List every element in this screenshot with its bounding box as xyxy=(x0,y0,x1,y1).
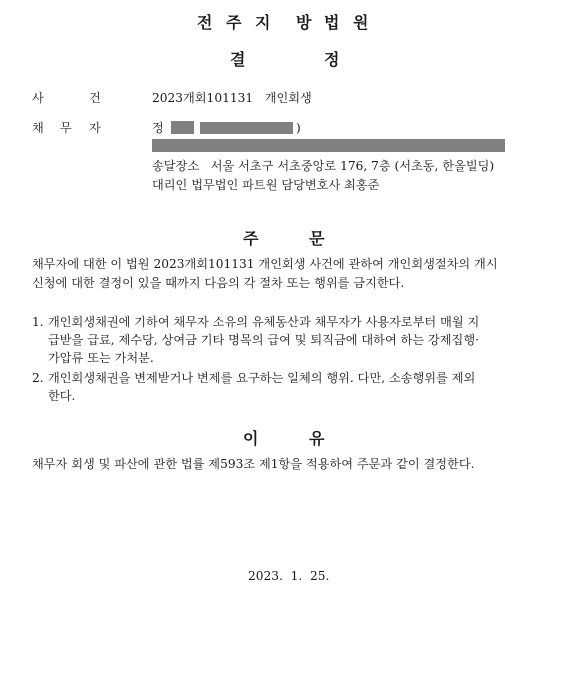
item-line: 개인회생채권을 변제받거나 변제를 요구하는 일체의 행위. 다만, 소송행위를 제외 xyxy=(48,371,476,385)
redaction-block xyxy=(200,122,293,134)
title-char: 정 xyxy=(324,50,340,69)
order-line: 신청에 대한 결정이 있을 때까지 다음의 각 절차 또는 행위를 금지한다. xyxy=(32,276,405,290)
decision-date: 2023. 1. 25. xyxy=(248,569,330,583)
order-line: 채무자에 대한 이 법원 2023개회101131 개인회생 사건에 관하여 개인회생절차의 개시 xyxy=(32,257,498,271)
item-number: 2. xyxy=(32,371,44,385)
heading-char: 주 xyxy=(243,229,259,248)
heading-char: 유 xyxy=(309,429,325,448)
reason-text: 채무자 회생 및 파산에 관한 법률 제593조 제1항을 적용하여 주문과 같이 결정한다. xyxy=(32,457,475,471)
case-label-char: 건 xyxy=(89,91,101,105)
case-number: 2023개회101131 개인회생 xyxy=(152,91,312,105)
title-char: 결 xyxy=(230,50,246,69)
debtor-label-char: 채 xyxy=(32,121,44,135)
item-line: 한다. xyxy=(48,389,76,403)
heading-char: 문 xyxy=(309,229,325,248)
redaction-block xyxy=(171,121,194,134)
item-number: 1. xyxy=(32,315,44,329)
debtor-name-suffix: ) xyxy=(296,121,301,135)
legal-agent: 대리인 법무법인 파트원 담당변호사 최홍준 xyxy=(152,178,380,192)
item-line: 개인회생채권에 기하여 채무자 소유의 유체동산과 채무자가 사용자로부터 매월 지 xyxy=(48,315,480,329)
case-label-char: 사 xyxy=(32,91,44,105)
item-line: 급받을 급료, 제수당, 상여금 기타 명목의 급여 및 퇴직금에 대하여 하는 강제집행· xyxy=(48,333,479,347)
item-line: 가압류 또는 가처분. xyxy=(48,351,154,365)
court-char: 지 xyxy=(255,13,271,32)
debtor-label-char: 무 xyxy=(60,121,72,135)
service-address: 송달장소 서울 서초구 서초중앙로 176, 7층 (서초동, 한올빌딩) xyxy=(152,159,495,173)
court-char: 방 xyxy=(296,13,312,32)
court-char: 법 xyxy=(324,13,340,32)
redaction-block xyxy=(152,139,505,152)
debtor-name-prefix: 정 xyxy=(152,121,164,135)
debtor-label-char: 자 xyxy=(89,121,101,135)
heading-char: 이 xyxy=(243,429,259,448)
court-char: 주 xyxy=(226,13,242,32)
court-char: 원 xyxy=(353,13,369,32)
court-char: 전 xyxy=(197,13,213,32)
